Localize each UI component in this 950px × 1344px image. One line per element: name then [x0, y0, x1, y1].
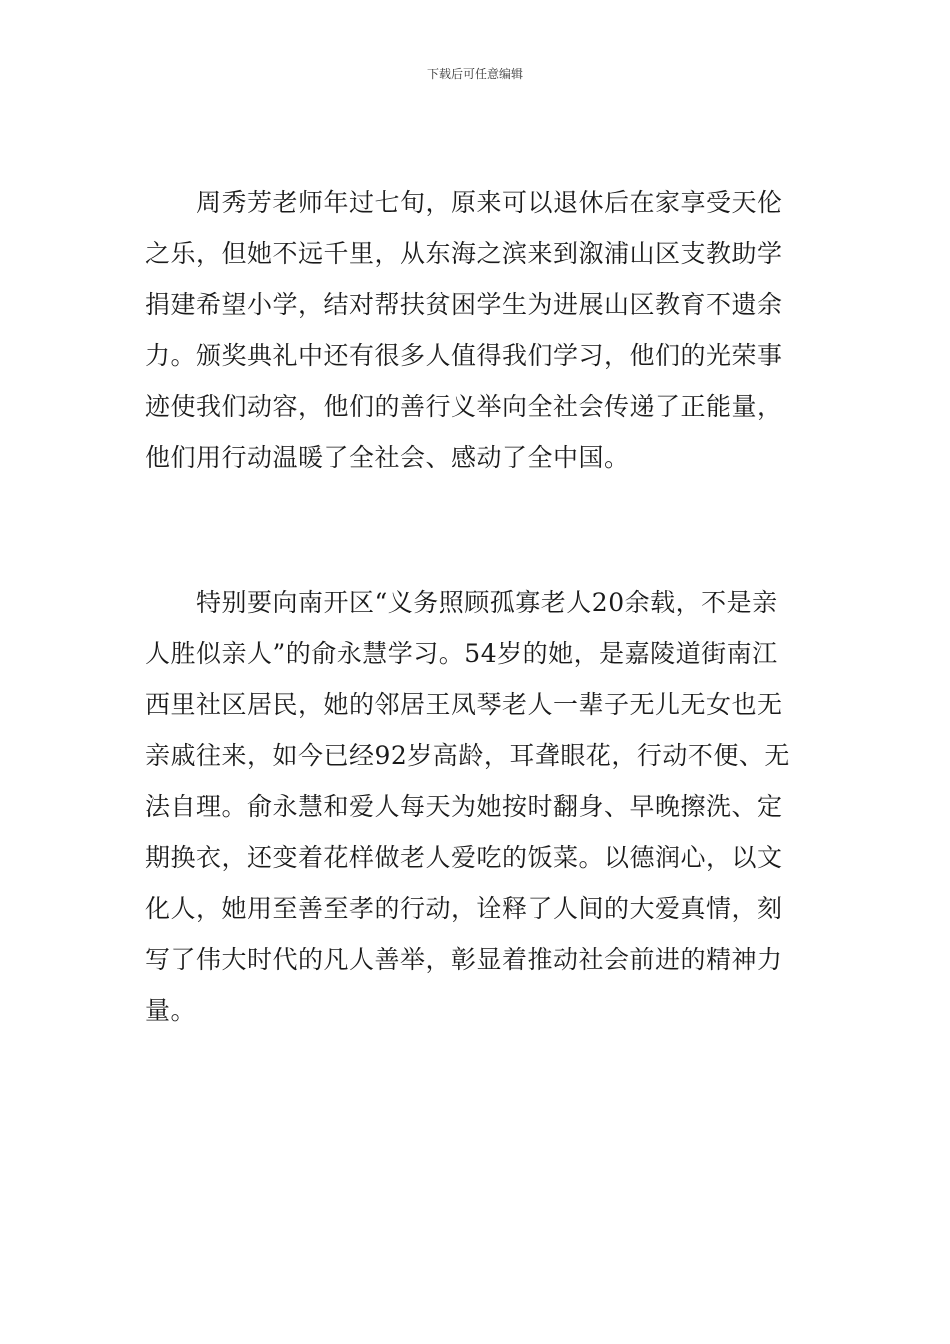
paragraph-line: 亲戚往来，如今已经92岁高龄，耳聋眼花，行动不便、无 — [145, 741, 790, 770]
paragraph-line: 量。 — [145, 996, 197, 1025]
paragraph-line: 之乐，但她不远千里，从东海之滨来到溆浦山区支教助学 — [145, 239, 783, 268]
paragraph-line: 迹使我们动容，他们的善行义举向全社会传递了正能量， — [145, 392, 783, 421]
paragraph-yu-yonghui — [145, 577, 790, 1036]
paragraph-line: 西里社区居民，她的邻居王凤琴老人一辈子无儿无女也无 — [145, 690, 783, 719]
paragraph-line: 写了伟大时代的凡人善举，彰显着推动社会前进的精神力 — [145, 945, 783, 974]
paragraph-line: 周秀芳老师年过七旬，原来可以退休后在家享受天伦 — [196, 188, 783, 217]
paragraph-line: 捐建希望小学，结对帮扶贫困学生为进展山区教育不遗余 — [145, 290, 783, 319]
paragraph-line: 人胜似亲人”的俞永慧学习。54岁的她，是嘉陵道街南江 — [145, 639, 778, 668]
paragraph-line: 期换衣，还变着花样做老人爱吃的饭菜。以德润心，以文 — [145, 843, 783, 872]
paragraph-line: 化人，她用至善至孝的行动，诠释了人间的大爱真情，刻 — [145, 894, 783, 923]
paragraph-line: 法自理。俞永慧和爱人每天为她按时翻身、早晚擦洗、定 — [145, 792, 783, 821]
paragraph-line: 特别要向南开区“义务照顾孤寡老人20余载，不是亲 — [196, 588, 778, 617]
paragraph-line: 力。颁奖典礼中还有很多人值得我们学习，他们的光荣事 — [145, 341, 783, 370]
paragraph-line: 他们用行动温暖了全社会、感动了全中国。 — [145, 443, 630, 472]
paragraph-zhou-xiufang — [145, 177, 783, 483]
page-header-note: 下载后可任意编辑 — [426, 67, 523, 81]
